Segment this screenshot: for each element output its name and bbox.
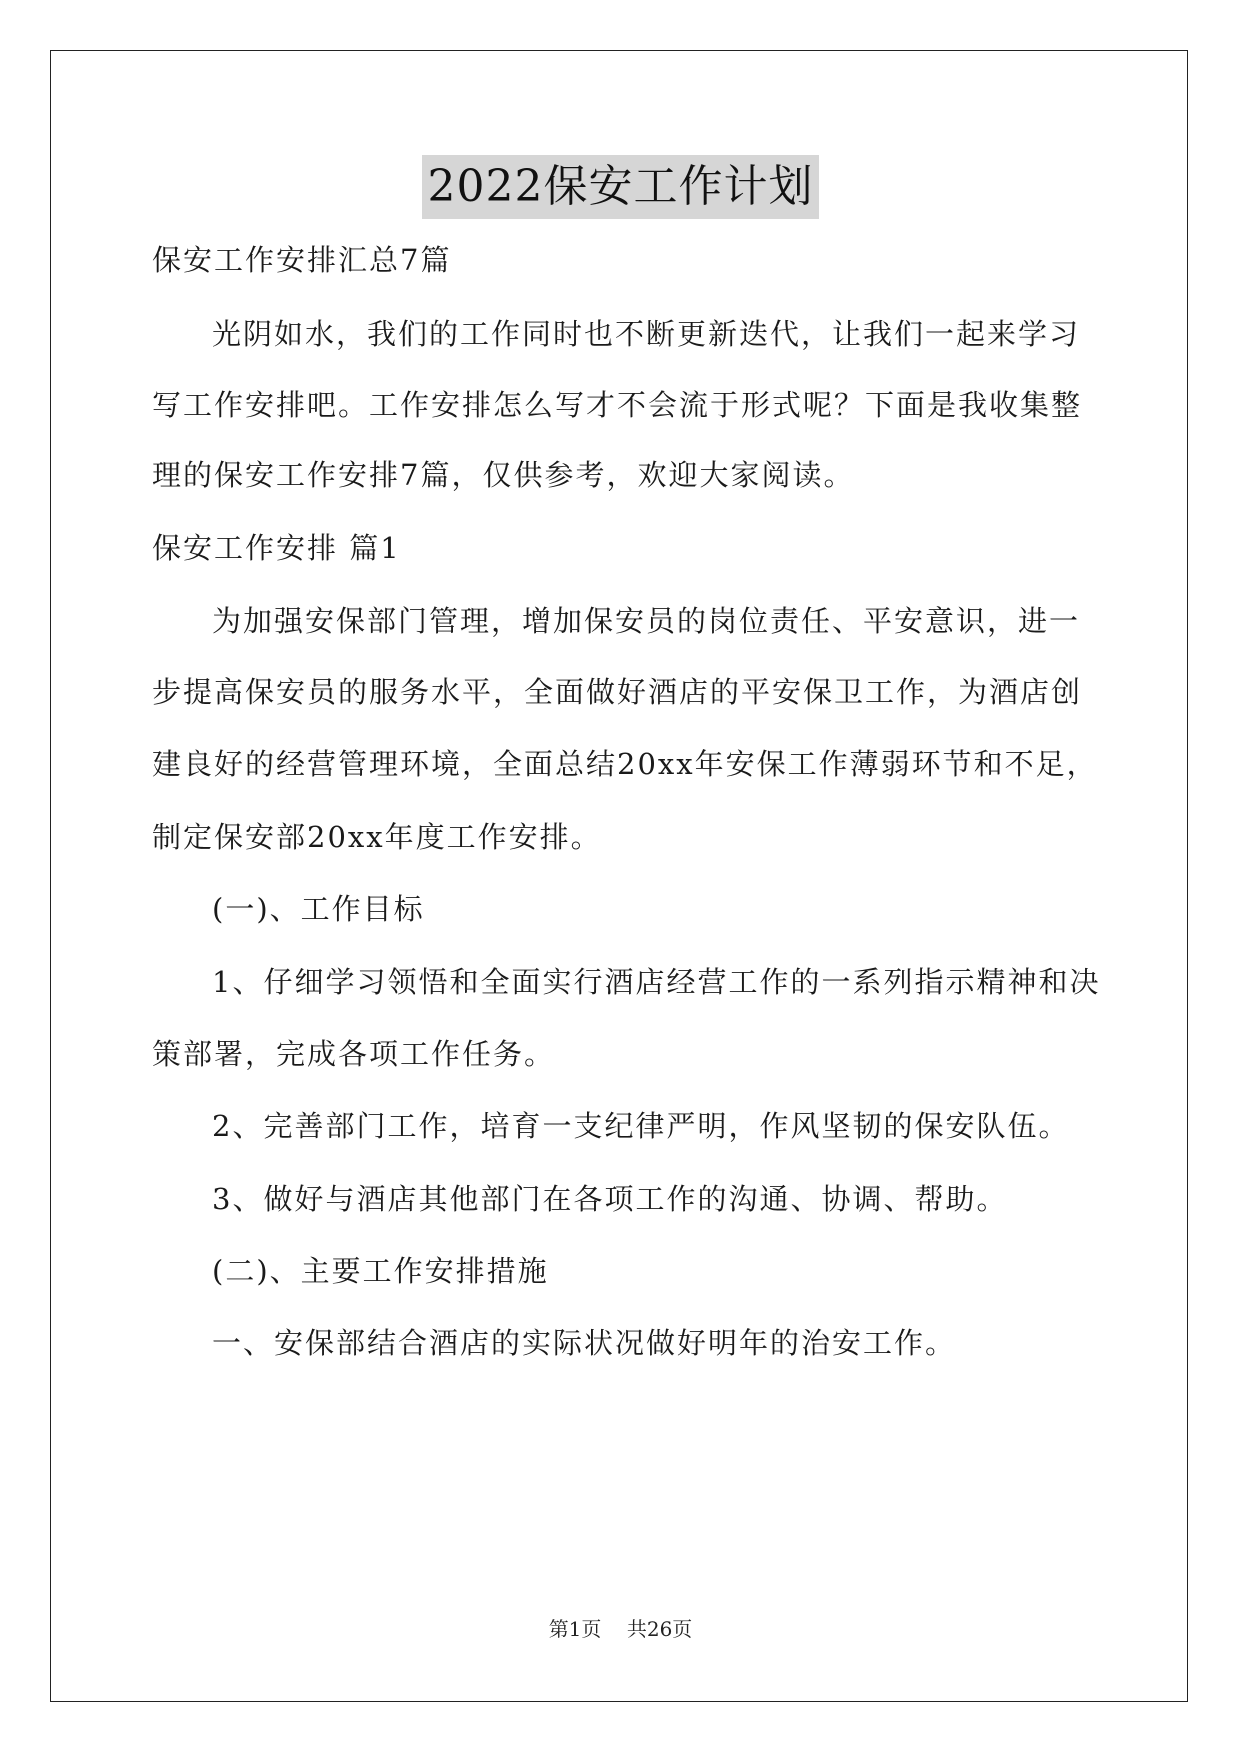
page-footer [0, 1616, 1241, 1642]
page-number: 第1页 共26页 [548, 1617, 693, 1641]
doc-line: (二)、主要工作安排措施 [212, 1254, 549, 1288]
doc-line: 策部署，完成各项工作任务。 [152, 1037, 556, 1071]
document-title: 2022保安工作计划 [422, 155, 820, 219]
doc-line: (一)、工作目标 [212, 892, 425, 926]
doc-line: 3、做好与酒店其他部门在各项工作的沟通、协调、帮助。 [212, 1182, 1008, 1216]
title-container [0, 155, 1241, 219]
doc-line: 2、完善部门工作，培育一支纪律严明，作风坚韧的保安队伍。 [212, 1109, 1070, 1143]
page-border [50, 50, 1188, 1702]
doc-line: 保安工作安排汇总7篇 [152, 243, 452, 277]
doc-line: 光阴如水，我们的工作同时也不断更新迭代，让我们一起来学习 [212, 317, 1081, 351]
doc-line: 为加强安保部门管理，增加保安员的岗位责任、平安意识，进一 [212, 604, 1081, 638]
doc-line: 理的保安工作安排7篇，仅供参考，欢迎大家阅读。 [152, 458, 855, 492]
doc-line: 1、仔细学习领悟和全面实行酒店经营工作的一系列指示精神和决 [212, 965, 1101, 999]
doc-line: 建良好的经营管理环境，全面总结20xx年安保工作薄弱环节和不足， [152, 747, 1098, 781]
doc-line: 一、安保部结合酒店的实际状况做好明年的治安工作。 [212, 1326, 957, 1360]
doc-line: 写工作安排吧。工作安排怎么写才不会流于形式呢？下面是我收集整 [152, 388, 1083, 422]
doc-line: 制定保安部20xx年度工作安排。 [152, 820, 602, 854]
doc-line: 步提高保安员的服务水平，全面做好酒店的平安保卫工作，为酒店创 [152, 675, 1083, 709]
section-heading: 保安工作安排 篇1 [152, 531, 401, 565]
